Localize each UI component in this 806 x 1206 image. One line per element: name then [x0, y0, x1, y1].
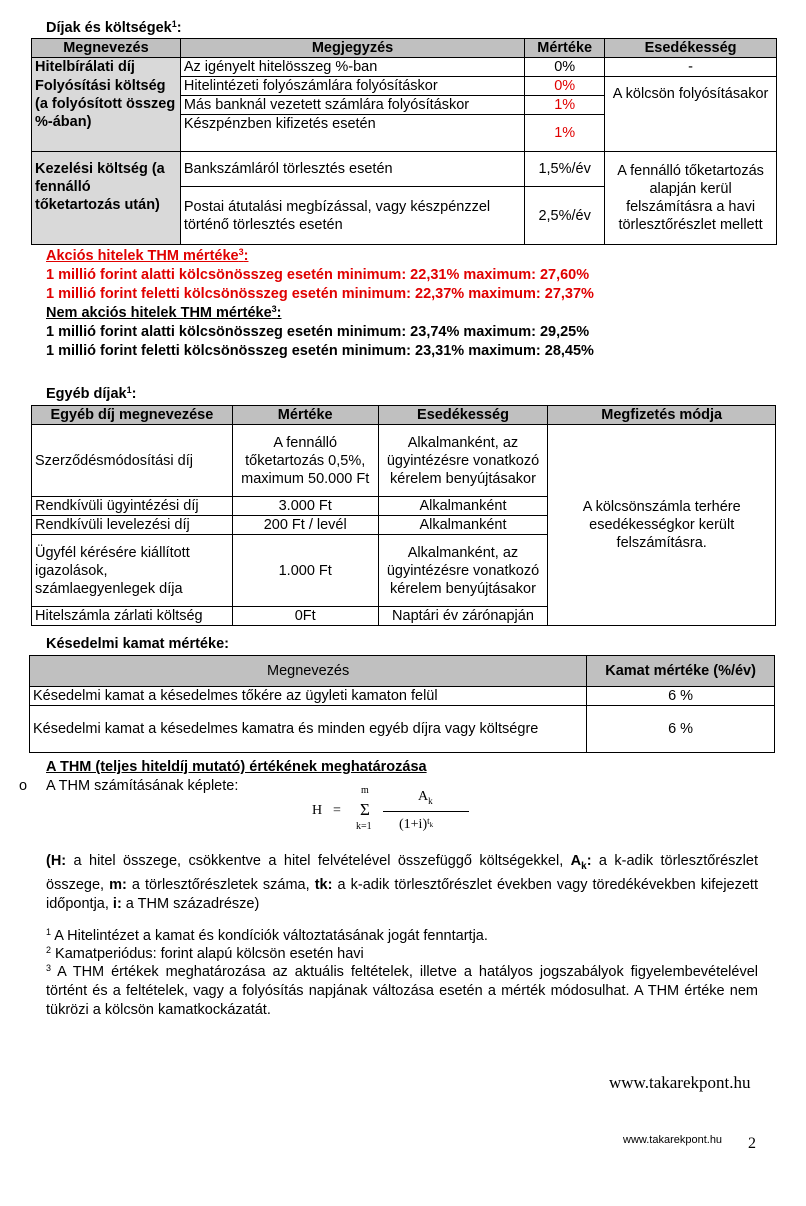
page-number: 2	[748, 1135, 756, 1152]
col-header-other-name: Egyéb díj megnevezése	[32, 406, 233, 425]
fee-rate: 1%	[525, 115, 605, 152]
fee-rate: 1,5%/év	[525, 152, 605, 187]
late-row-rate: 6 %	[587, 687, 775, 706]
fee-name-management: Kezelési költség (a fennálló tőketartozás után)	[32, 152, 181, 245]
col-header-note: Megjegyzés	[180, 39, 524, 58]
late-row-name: Késedelmi kamat a késedelmes kamatra és minden egyéb díjra vagy költségre	[30, 706, 587, 753]
website-link[interactable]: www.takarekpont.hu	[609, 1073, 751, 1092]
other-fee-due: Naptári év zárónapján	[378, 607, 548, 626]
formula-fraction-bar	[383, 811, 469, 812]
footer-url[interactable]: www.takarekpont.hu	[623, 1134, 723, 1146]
other-fees-table	[31, 405, 776, 626]
other-fee-rate: 0Ft	[232, 607, 378, 626]
fee-note: Hitelintézeti folyószámlára folyósításkor	[180, 77, 524, 96]
other-fee-due: Alkalmanként	[378, 516, 548, 535]
footnote-1: $^1$ A Hitelintézet a kamat és kondíciók változtatásának jogát fenntartja.	[46, 927, 488, 944]
col-header-due: Esedékesség	[605, 39, 777, 58]
formula-intro: A THM számításának képlete:	[46, 778, 239, 794]
nonpromo-thm-line: 1 millió forint alatti kölcsönösszeg esetén minimum: 23,74% maximum: 29,25%	[46, 324, 590, 340]
other-fee-rate: 3.000 Ft	[232, 497, 378, 516]
nonpromo-thm-line: 1 millió forint feletti kölcsönösszeg esetén minimum: 23,31% maximum: 28,45%	[46, 343, 594, 359]
other-fee-rate: 1.000 Ft	[232, 535, 378, 607]
fee-rate: 0%	[525, 58, 605, 77]
col-header-other-due: Esedékesség	[378, 406, 548, 425]
other-fee-name: Hitelszámla zárlati költség	[32, 607, 233, 626]
fee-due: A fennálló tőketartozás alapján kerül felszámításra a havi törlesztőrészlet mellett	[605, 152, 777, 245]
late-row-name: Késedelmi kamat a késedelmes tőkére az ügyleti kamaton felül	[30, 687, 587, 706]
late-interest-title: Késedelmi kamat mértéke:	[46, 636, 229, 652]
late-interest-table	[29, 655, 775, 753]
fee-due: A kölcsön folyósításakor	[605, 77, 777, 152]
fee-note: Postai átutalási megbízással, vagy készpénzzel történő törlesztés esetén	[180, 187, 524, 245]
other-fee-name: Szerződésmódosítási díj	[32, 425, 233, 497]
fees-title: Díjak és költségek$^1$:	[46, 19, 182, 36]
other-fee-due: Alkalmanként	[378, 497, 548, 516]
other-fee-rate: A fennálló tőketartozás 0,5%, maximum 50.000 Ft	[232, 425, 378, 497]
thm-formula	[312, 787, 482, 839]
payment-method: A kölcsönszámla terhére esedékességkor került felszámításra.	[548, 425, 776, 626]
fee-name-credit-review: Hitelbírálati díj	[32, 58, 181, 77]
fees-table	[31, 38, 777, 245]
nonpromo-thm-title: Nem akciós hitelek THM mértéke$^3$:	[46, 304, 282, 321]
thm-definition-title: A THM (teljes hiteldíj mutató) értékének meghatározása	[46, 759, 427, 775]
footnote-2: $^2$ Kamatperiódus: forint alapú kölcsön esetén havi	[46, 945, 364, 962]
formula-equals: =	[333, 803, 341, 818]
fee-rate: 2,5%/év	[525, 187, 605, 245]
other-fee-name: Rendkívüli ügyintézési díj	[32, 497, 233, 516]
other-fee-name: Rendkívüli levelezési díj	[32, 516, 233, 535]
fee-note: Bankszámláról törlesztés esetén	[180, 152, 524, 187]
bullet-icon: o	[19, 778, 28, 794]
fee-due: -	[605, 58, 777, 77]
promo-thm-line: 1 millió forint feletti kölcsönösszeg esetén minimum: 22,37% maximum: 27,37%	[46, 286, 594, 302]
col-header-other-rate: Mértéke	[232, 406, 378, 425]
promo-thm-line: 1 millió forint alatti kölcsönösszeg esetén minimum: 22,31% maximum: 27,60%	[46, 267, 590, 283]
formula-lhs: H	[312, 803, 323, 818]
footnote-3: $^3$ A THM értékek meghatározása az aktuális feltételek, illetve a hatályos jogszabályok figyelembevételével történt és a feltételek, vagy a folyósítás napjának változása esetén a mérték módosulhat. A THM értéke nem tükrözi a kölcsön kamatkockázatát.	[46, 963, 758, 1018]
other-fee-due: Alkalmanként, az ügyintézésre vonatkozó kérelem benyújtásakor	[378, 425, 548, 497]
fee-rate: 1%	[525, 96, 605, 115]
other-fee-due: Alkalmanként, az ügyintézésre vonatkozó kérelem benyújtásakor	[378, 535, 548, 607]
formula-sum-sign: Σ	[360, 800, 370, 819]
fee-rate: 0%	[525, 77, 605, 96]
other-fees-title: Egyéb díjak$^1$:	[46, 385, 137, 402]
formula-numerator: $A_k$	[418, 789, 433, 806]
fee-name-disbursement: Folyósítási költség (a folyósított összeg %-ában)	[32, 77, 181, 152]
col-header-rate: Mértéke	[525, 39, 605, 58]
fee-note: Más banknál vezetett számlára folyósításkor	[180, 96, 524, 115]
fee-note: Az igényelt hitelösszeg %-ban	[180, 58, 524, 77]
col-header-name: Megnevezés	[32, 39, 181, 58]
other-fee-name: Ügyfél kérésére kiállított igazolások, számlaegyenlegek díja	[32, 535, 233, 607]
col-header-late-name: Megnevezés	[30, 656, 587, 687]
formula-sum-upper: m	[361, 785, 369, 796]
other-fee-rate: 200 Ft / levél	[232, 516, 378, 535]
col-header-payment: Megfizetés módja	[548, 406, 776, 425]
formula-legend: (H: a hitel összege, csökkentve a hitel felvételével összefüggő költségekkel, $A_k$: a k-adik törlesztőrészlet összege, m: a törlesztőrészletek száma, tk: a k-adik törlesztőrészlet években vagy töredékévekben kifejezett időpontja, i: a THM századrésze)	[46, 853, 758, 912]
formula-sum-lower: k=1	[356, 821, 372, 832]
late-row-rate: 6 %	[587, 706, 775, 753]
fee-note: Készpénzben kifizetés esetén	[180, 115, 524, 152]
formula-denominator: $(1+i)^{t_k}$	[399, 816, 434, 832]
promo-thm-title: Akciós hitelek THM mértéke$^3$:	[46, 247, 249, 264]
col-header-late-rate: Kamat mértéke (%/év)	[587, 656, 775, 687]
